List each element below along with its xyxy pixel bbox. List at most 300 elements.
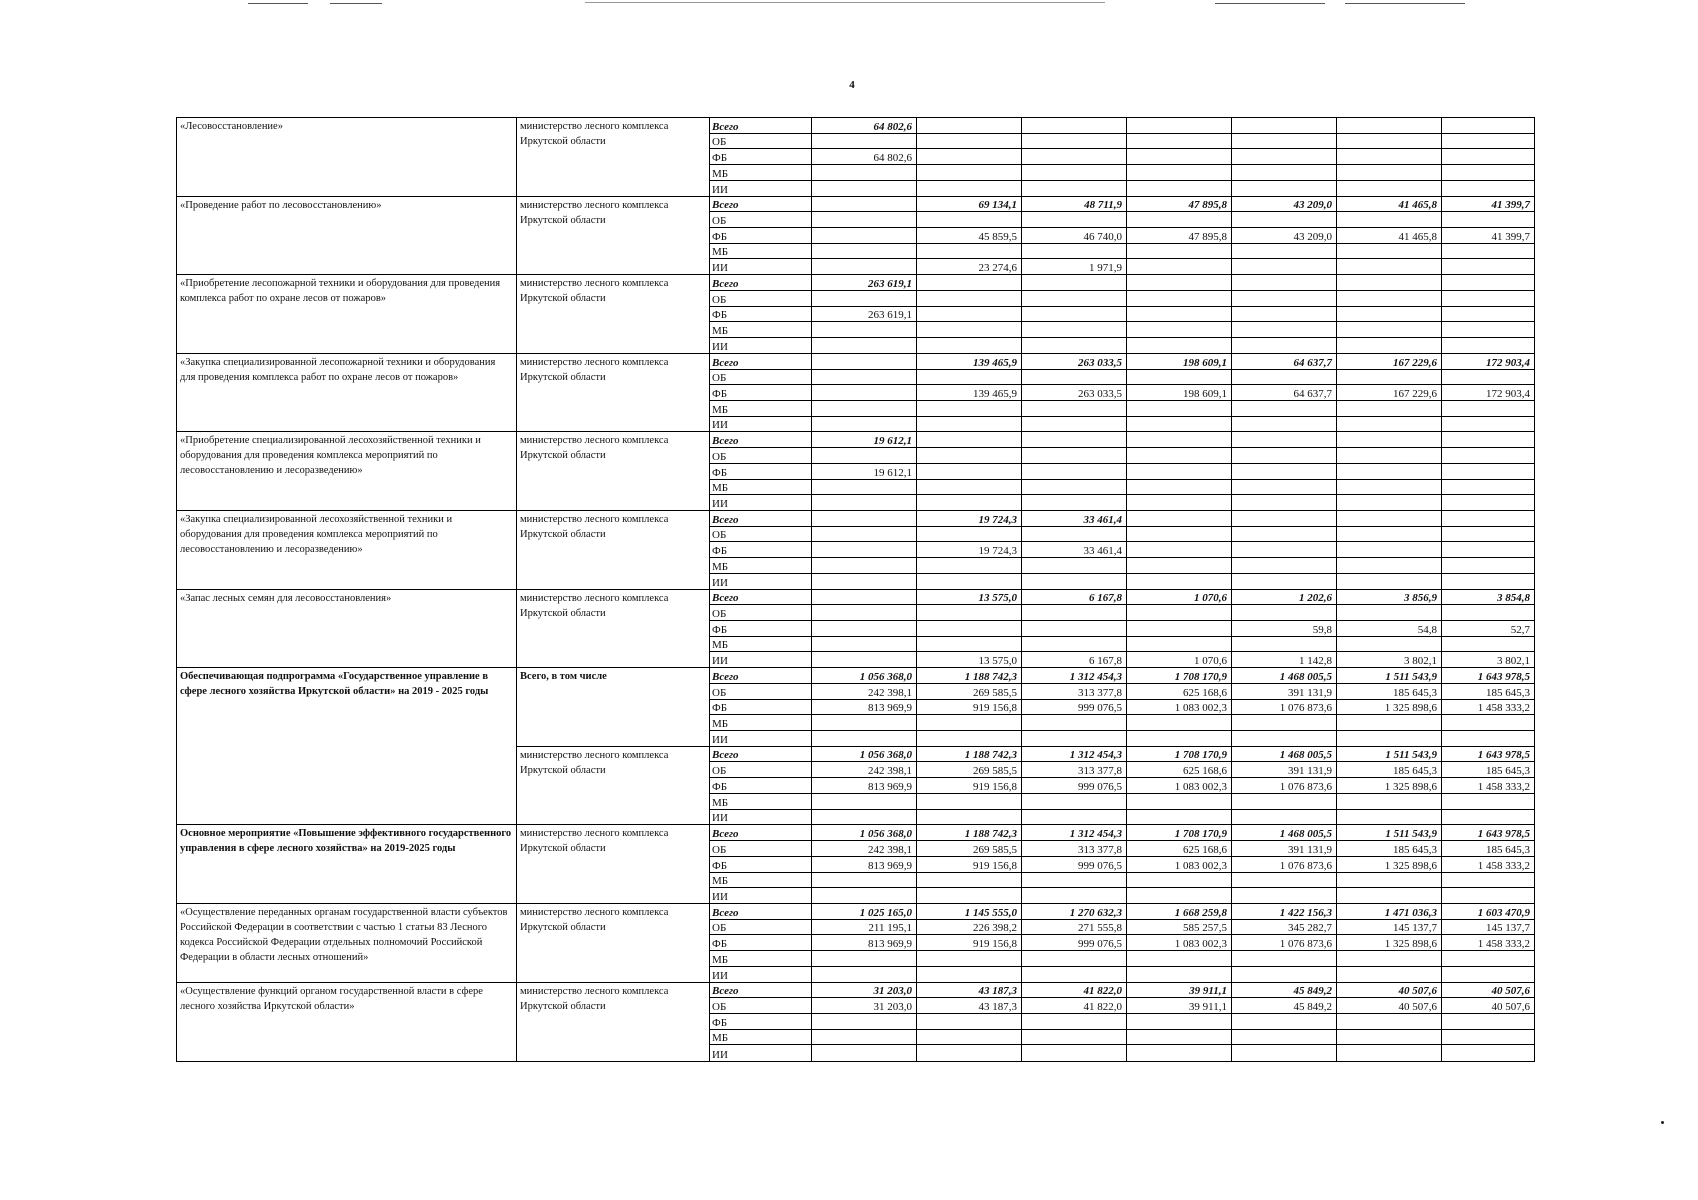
amount-cell: 242 398,1 [812, 683, 917, 699]
amount-cell [1127, 290, 1232, 306]
amount-cell [1442, 243, 1535, 259]
amount-cell [1337, 526, 1442, 542]
amount-cell [917, 275, 1022, 291]
amount-cell [812, 621, 917, 637]
funding-source-cell: ФБ [710, 935, 812, 951]
amount-cell [1022, 1013, 1127, 1029]
amount-cell [1442, 479, 1535, 495]
funding-source-cell: ОБ [710, 448, 812, 464]
funding-source-cell: ФБ [710, 856, 812, 872]
amount-cell [1022, 369, 1127, 385]
amount-cell [1127, 605, 1232, 621]
funding-source-cell: МБ [710, 243, 812, 259]
amount-cell: 999 076,5 [1022, 699, 1127, 715]
amount-cell [1337, 212, 1442, 228]
funding-source-cell: ОБ [710, 841, 812, 857]
amount-cell [917, 1029, 1022, 1045]
amount-cell [1022, 573, 1127, 589]
amount-cell [812, 966, 917, 982]
amount-cell [1022, 212, 1127, 228]
amount-cell: 625 168,6 [1127, 841, 1232, 857]
amount-cell [917, 1045, 1022, 1062]
executor-cell: министерство лесного комплекса Иркутской области [517, 825, 710, 904]
amount-cell [1232, 118, 1337, 134]
amount-cell: 43 187,3 [917, 998, 1022, 1014]
amount-cell: 1 083 002,3 [1127, 699, 1232, 715]
amount-cell: 1 076 873,6 [1232, 935, 1337, 951]
amount-cell [1442, 636, 1535, 652]
amount-cell [1337, 243, 1442, 259]
amount-cell: 1 458 333,2 [1442, 856, 1535, 872]
amount-cell [812, 1045, 917, 1062]
funding-source-cell: Всего [710, 432, 812, 448]
amount-cell: 41 822,0 [1022, 982, 1127, 998]
amount-cell: 1 188 742,3 [917, 668, 1022, 684]
amount-cell: 1 145 555,0 [917, 903, 1022, 919]
amount-cell [812, 793, 917, 809]
amount-cell [812, 636, 917, 652]
table-row [177, 589, 1535, 605]
amount-cell [812, 1013, 917, 1029]
amount-cell: 39 911,1 [1127, 982, 1232, 998]
funding-source-cell: ОБ [710, 605, 812, 621]
amount-cell [1127, 793, 1232, 809]
amount-cell [1232, 510, 1337, 526]
amount-cell [1127, 888, 1232, 904]
amount-cell [1127, 510, 1232, 526]
amount-cell [1337, 872, 1442, 888]
amount-cell: 145 137,7 [1337, 919, 1442, 935]
amount-cell [1022, 306, 1127, 322]
amount-cell [1232, 872, 1337, 888]
amount-cell [1442, 400, 1535, 416]
amount-cell [917, 322, 1022, 338]
amount-cell [1127, 1029, 1232, 1045]
amount-cell [1127, 966, 1232, 982]
amount-cell [1022, 526, 1127, 542]
amount-cell [1022, 149, 1127, 165]
amount-cell: 1 458 333,2 [1442, 935, 1535, 951]
amount-cell [1127, 432, 1232, 448]
amount-cell [1127, 1045, 1232, 1062]
funding-source-cell: МБ [710, 715, 812, 731]
amount-cell: 263 619,1 [812, 306, 917, 322]
funding-source-cell: ФБ [710, 306, 812, 322]
amount-cell [1127, 322, 1232, 338]
amount-cell: 167 229,6 [1337, 353, 1442, 369]
amount-cell: 813 969,9 [812, 856, 917, 872]
amount-cell [812, 290, 917, 306]
amount-cell [812, 872, 917, 888]
funding-source-cell: ОБ [710, 369, 812, 385]
amount-cell [1127, 621, 1232, 637]
budget-table-body [177, 118, 1535, 1062]
amount-cell [812, 888, 917, 904]
funding-source-cell: ОБ [710, 762, 812, 778]
scan-speck [1661, 1121, 1664, 1124]
funding-source-cell: Всего [710, 668, 812, 684]
funding-source-cell: Всего [710, 118, 812, 134]
funding-source-cell: ИИ [710, 495, 812, 511]
amount-cell [1337, 1013, 1442, 1029]
funding-source-cell: ФБ [710, 228, 812, 244]
amount-cell: 139 465,9 [917, 385, 1022, 401]
amount-cell: 391 131,9 [1232, 683, 1337, 699]
amount-cell [812, 243, 917, 259]
amount-cell: 47 895,8 [1127, 228, 1232, 244]
amount-cell [812, 479, 917, 495]
amount-cell [1337, 542, 1442, 558]
amount-cell [1442, 463, 1535, 479]
measure-name-cell: «Осуществление переданных органам государственной власти субъектов Российской Федерации в соответствии с частью 1 статьи 83 Лесного кодекса Российской Федерации отдельных полномочий Российской Федерации в области лесных отношений» [177, 903, 517, 982]
amount-cell [1337, 558, 1442, 574]
table-row [177, 825, 1535, 841]
amount-cell: 263 033,5 [1022, 353, 1127, 369]
amount-cell [1022, 243, 1127, 259]
amount-cell [1127, 809, 1232, 825]
amount-cell [1442, 180, 1535, 196]
amount-cell [917, 432, 1022, 448]
amount-cell: 1 312 454,3 [1022, 746, 1127, 762]
amount-cell [1127, 463, 1232, 479]
funding-source-cell: Всего [710, 589, 812, 605]
amount-cell [1127, 369, 1232, 385]
amount-cell [812, 542, 917, 558]
amount-cell [1337, 275, 1442, 291]
amount-cell [917, 416, 1022, 432]
amount-cell: 3 856,9 [1337, 589, 1442, 605]
amount-cell [1232, 448, 1337, 464]
amount-cell: 40 507,6 [1442, 982, 1535, 998]
funding-source-cell: Всего [710, 982, 812, 998]
amount-cell [1232, 573, 1337, 589]
amount-cell: 226 398,2 [917, 919, 1022, 935]
amount-cell: 1 643 978,5 [1442, 825, 1535, 841]
amount-cell [917, 526, 1022, 542]
amount-cell: 1 076 873,6 [1232, 778, 1337, 794]
amount-cell [1127, 872, 1232, 888]
amount-cell [1337, 322, 1442, 338]
amount-cell: 999 076,5 [1022, 778, 1127, 794]
measure-name-cell: «Приобретение лесопожарной техники и оборудования для проведения комплекса работ по охране лесов от пожаров» [177, 275, 517, 354]
amount-cell [812, 400, 917, 416]
amount-cell [812, 652, 917, 668]
amount-cell: 52,7 [1442, 621, 1535, 637]
amount-cell: 313 377,8 [1022, 683, 1127, 699]
amount-cell [1127, 180, 1232, 196]
amount-cell [1442, 416, 1535, 432]
amount-cell: 3 802,1 [1337, 652, 1442, 668]
amount-cell: 13 575,0 [917, 589, 1022, 605]
amount-cell [1337, 118, 1442, 134]
amount-cell [1022, 448, 1127, 464]
amount-cell [1127, 133, 1232, 149]
table-row [177, 196, 1535, 212]
amount-cell [1022, 322, 1127, 338]
amount-cell: 625 168,6 [1127, 683, 1232, 699]
amount-cell: 1 202,6 [1232, 589, 1337, 605]
amount-cell [1232, 951, 1337, 967]
amount-cell: 271 555,8 [1022, 919, 1127, 935]
amount-cell: 41 465,8 [1337, 228, 1442, 244]
amount-cell [1442, 1013, 1535, 1029]
executor-cell: министерство лесного комплекса Иркутской области [517, 118, 710, 197]
amount-cell [917, 212, 1022, 228]
amount-cell: 43 187,3 [917, 982, 1022, 998]
amount-cell [1232, 243, 1337, 259]
amount-cell [1442, 165, 1535, 181]
amount-cell [917, 621, 1022, 637]
amount-cell [1337, 149, 1442, 165]
amount-cell [917, 809, 1022, 825]
amount-cell: 41 465,8 [1337, 196, 1442, 212]
amount-cell: 64 637,7 [1232, 385, 1337, 401]
amount-cell [1022, 1045, 1127, 1062]
funding-source-cell: МБ [710, 479, 812, 495]
amount-cell [1337, 510, 1442, 526]
amount-cell: 172 903,4 [1442, 385, 1535, 401]
amount-cell: 1 468 005,5 [1232, 825, 1337, 841]
amount-cell [1337, 966, 1442, 982]
amount-cell: 47 895,8 [1127, 196, 1232, 212]
amount-cell [1127, 259, 1232, 275]
funding-source-cell: ОБ [710, 683, 812, 699]
funding-source-cell: ОБ [710, 212, 812, 228]
amount-cell [1442, 573, 1535, 589]
amount-cell: 54,8 [1337, 621, 1442, 637]
amount-cell [1022, 432, 1127, 448]
executor-cell: министерство лесного комплекса Иркутской области [517, 432, 710, 511]
amount-cell [812, 322, 917, 338]
amount-cell [1337, 809, 1442, 825]
amount-cell: 1 056 368,0 [812, 746, 917, 762]
executor-cell: министерство лесного комплекса Иркутской области [517, 275, 710, 354]
amount-cell [812, 212, 917, 228]
amount-cell: 185 645,3 [1337, 762, 1442, 778]
funding-source-cell: Всего [710, 353, 812, 369]
amount-cell: 1 070,6 [1127, 652, 1232, 668]
amount-cell [812, 558, 917, 574]
funding-source-cell: МБ [710, 636, 812, 652]
funding-source-cell: МБ [710, 1029, 812, 1045]
amount-cell: 45 849,2 [1232, 998, 1337, 1014]
amount-cell [1337, 636, 1442, 652]
funding-source-cell: ИИ [710, 1045, 812, 1062]
amount-cell: 1 325 898,6 [1337, 935, 1442, 951]
amount-cell: 13 575,0 [917, 652, 1022, 668]
executor-cell: министерство лесного комплекса Иркутской области [517, 982, 710, 1061]
amount-cell: 1 325 898,6 [1337, 856, 1442, 872]
amount-cell [1127, 542, 1232, 558]
amount-cell [1022, 416, 1127, 432]
amount-cell: 813 969,9 [812, 699, 917, 715]
amount-cell [917, 448, 1022, 464]
measure-name-cell: «Проведение работ по лесовосстановлению» [177, 196, 517, 275]
amount-cell: 185 645,3 [1442, 841, 1535, 857]
amount-cell: 1 471 036,3 [1337, 903, 1442, 919]
funding-source-cell: ОБ [710, 133, 812, 149]
amount-cell [1442, 448, 1535, 464]
amount-cell: 1 708 170,9 [1127, 825, 1232, 841]
amount-cell [1127, 526, 1232, 542]
amount-cell [1127, 338, 1232, 354]
amount-cell [1442, 338, 1535, 354]
amount-cell [1127, 1013, 1232, 1029]
amount-cell [1442, 510, 1535, 526]
amount-cell [1022, 966, 1127, 982]
amount-cell [812, 180, 917, 196]
amount-cell: 1 708 170,9 [1127, 668, 1232, 684]
amount-cell [1442, 259, 1535, 275]
amount-cell [1232, 369, 1337, 385]
amount-cell: 269 585,5 [917, 762, 1022, 778]
amount-cell [917, 495, 1022, 511]
amount-cell [1232, 400, 1337, 416]
amount-cell: 1 643 978,5 [1442, 746, 1535, 762]
amount-cell: 999 076,5 [1022, 856, 1127, 872]
amount-cell: 1 076 873,6 [1232, 699, 1337, 715]
funding-source-cell: ОБ [710, 290, 812, 306]
amount-cell: 1 971,9 [1022, 259, 1127, 275]
amount-cell: 64 802,6 [812, 149, 917, 165]
amount-cell [1232, 558, 1337, 574]
amount-cell [917, 558, 1022, 574]
amount-cell [1127, 715, 1232, 731]
amount-cell [1232, 133, 1337, 149]
amount-cell: 1 070,6 [1127, 589, 1232, 605]
amount-cell: 1 325 898,6 [1337, 699, 1442, 715]
amount-cell [1127, 416, 1232, 432]
amount-cell: 1 708 170,9 [1127, 746, 1232, 762]
amount-cell: 1 076 873,6 [1232, 856, 1337, 872]
funding-source-cell: ИИ [710, 338, 812, 354]
amount-cell: 43 209,0 [1232, 228, 1337, 244]
amount-cell: 625 168,6 [1127, 762, 1232, 778]
amount-cell [1442, 542, 1535, 558]
executor-cell: министерство лесного комплекса Иркутской области [517, 196, 710, 275]
amount-cell [1337, 793, 1442, 809]
amount-cell [1337, 165, 1442, 181]
amount-cell: 185 645,3 [1442, 762, 1535, 778]
amount-cell [1337, 479, 1442, 495]
amount-cell: 269 585,5 [917, 683, 1022, 699]
amount-cell: 45 859,5 [917, 228, 1022, 244]
amount-cell: 59,8 [1232, 621, 1337, 637]
amount-cell [812, 526, 917, 542]
amount-cell: 64 802,6 [812, 118, 917, 134]
amount-cell: 6 167,8 [1022, 589, 1127, 605]
amount-cell [1337, 605, 1442, 621]
amount-cell: 198 609,1 [1127, 353, 1232, 369]
amount-cell [1127, 275, 1232, 291]
amount-cell: 69 134,1 [917, 196, 1022, 212]
amount-cell [1442, 715, 1535, 731]
table-row [177, 275, 1535, 291]
funding-source-cell: ИИ [710, 259, 812, 275]
amount-cell [917, 1013, 1022, 1029]
funding-source-cell: Всего [710, 510, 812, 526]
funding-source-cell: ФБ [710, 1013, 812, 1029]
amount-cell [1442, 731, 1535, 747]
amount-cell: 345 282,7 [1232, 919, 1337, 935]
scan-artifact-line [1345, 3, 1465, 4]
amount-cell: 39 911,1 [1127, 998, 1232, 1014]
amount-cell [1232, 542, 1337, 558]
amount-cell [1022, 400, 1127, 416]
amount-cell [1232, 495, 1337, 511]
amount-cell [917, 243, 1022, 259]
executor-cell: министерство лесного комплекса Иркутской области [517, 746, 710, 825]
amount-cell: 41 399,7 [1442, 228, 1535, 244]
amount-cell [917, 400, 1022, 416]
amount-cell: 40 507,6 [1337, 998, 1442, 1014]
amount-cell [812, 731, 917, 747]
amount-cell: 1 643 978,5 [1442, 668, 1535, 684]
amount-cell [917, 180, 1022, 196]
amount-cell [1127, 636, 1232, 652]
budget-table [176, 117, 1535, 1062]
amount-cell [1232, 149, 1337, 165]
amount-cell [1442, 432, 1535, 448]
funding-source-cell: ИИ [710, 731, 812, 747]
amount-cell [1232, 338, 1337, 354]
amount-cell [1442, 951, 1535, 967]
amount-cell [812, 448, 917, 464]
measure-name-cell: «Лесовосстановление» [177, 118, 517, 197]
amount-cell [917, 966, 1022, 982]
amount-cell [1232, 259, 1337, 275]
amount-cell [1337, 180, 1442, 196]
amount-cell [812, 228, 917, 244]
amount-cell [1337, 369, 1442, 385]
amount-cell [812, 385, 917, 401]
amount-cell: 263 619,1 [812, 275, 917, 291]
amount-cell [1442, 872, 1535, 888]
amount-cell [1337, 448, 1442, 464]
amount-cell: 41 822,0 [1022, 998, 1127, 1014]
funding-source-cell: ФБ [710, 621, 812, 637]
table-row [177, 432, 1535, 448]
amount-cell [917, 118, 1022, 134]
funding-source-cell: ФБ [710, 778, 812, 794]
amount-cell [1442, 966, 1535, 982]
amount-cell [1022, 275, 1127, 291]
amount-cell [917, 573, 1022, 589]
measure-name-cell: Основное мероприятие «Повышение эффективного государственного управления в сфере лесного хозяйства» на 2019-2025 годы [177, 825, 517, 904]
scan-artifact-line [585, 2, 1105, 3]
amount-cell: 1 668 259,8 [1127, 903, 1232, 919]
amount-cell: 919 156,8 [917, 935, 1022, 951]
amount-cell [917, 306, 1022, 322]
measure-name-cell: «Закупка специализированной лесохозяйственной техники и оборудования для проведения комплекса мероприятий по лесовосстановлению и лесоразведению» [177, 510, 517, 589]
amount-cell [917, 479, 1022, 495]
amount-cell [1337, 951, 1442, 967]
amount-cell: 919 156,8 [917, 699, 1022, 715]
amount-cell: 139 465,9 [917, 353, 1022, 369]
amount-cell [1442, 809, 1535, 825]
amount-cell [1127, 951, 1232, 967]
amount-cell: 198 609,1 [1127, 385, 1232, 401]
amount-cell [1337, 416, 1442, 432]
amount-cell [1232, 290, 1337, 306]
funding-source-cell: ИИ [710, 888, 812, 904]
funding-source-cell: ОБ [710, 998, 812, 1014]
funding-source-cell: Всего [710, 746, 812, 762]
amount-cell [812, 353, 917, 369]
amount-cell: 1 511 543,9 [1337, 825, 1442, 841]
measure-name-cell: «Приобретение специализированной лесохозяйственной техники и оборудования для проведения комплекса мероприятий по лесовосстановлению и лесоразведению» [177, 432, 517, 511]
funding-source-cell: ОБ [710, 919, 812, 935]
